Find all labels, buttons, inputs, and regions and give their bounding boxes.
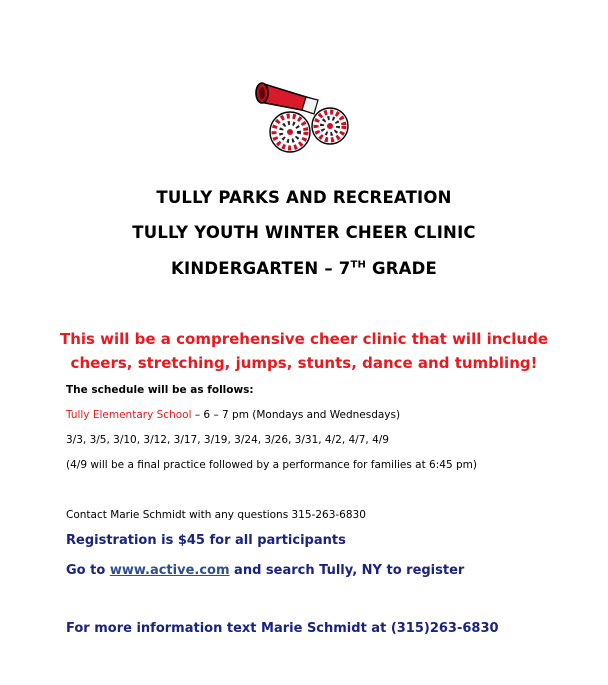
grade-range bbox=[0, 259, 608, 278]
megaphone-icon bbox=[256, 83, 318, 114]
schedule-time: – 6 – 7 pm (Mondays and Wednesdays) bbox=[191, 409, 401, 421]
register-instructions bbox=[66, 563, 464, 578]
register-pre: Go to bbox=[66, 563, 110, 578]
pom-pom-icon bbox=[312, 108, 348, 144]
register-post: and search Tully, NY to register bbox=[229, 563, 465, 578]
schedule-location: Tully Elementary School bbox=[66, 409, 192, 421]
intro-line-2: cheers, stretching, jumps, stunts, dance and tumbling! bbox=[70, 354, 538, 372]
schedule-location-line bbox=[66, 409, 400, 421]
more-info: For more information text Marie Schmidt at (315)263-6830 bbox=[66, 621, 499, 636]
schedule-note: (4/9 will be a final practice followed by a performance for families at 6:45 pm) bbox=[66, 459, 477, 471]
schedule-dates: 3/3, 3/5, 3/10, 3/12, 3/17, 3/19, 3/24, 3/26, 3/31, 4/2, 4/7, 4/9 bbox=[66, 434, 389, 446]
grade-range-superscript: TH bbox=[350, 259, 367, 271]
megaphone-pompom-graphic bbox=[250, 70, 360, 160]
intro-line-1: This will be a comprehensive cheer clinic that will include bbox=[59, 330, 549, 348]
org-title: TULLY PARKS AND RECREATION bbox=[156, 188, 452, 207]
event-title: TULLY YOUTH WINTER CHEER CLINIC bbox=[132, 223, 476, 242]
contact-info: Contact Marie Schmidt with any questions 315-263-6830 bbox=[66, 509, 366, 521]
pom-pom-icon bbox=[270, 112, 310, 152]
registration-fee: Registration is $45 for all participants bbox=[66, 533, 346, 548]
schedule-intro: The schedule will be as follows: bbox=[66, 384, 254, 396]
grade-range-text: KINDERGARTEN – 7 bbox=[171, 259, 351, 278]
active-link[interactable]: www.active.com bbox=[109, 563, 230, 578]
grade-range-suffix: GRADE bbox=[366, 259, 437, 278]
